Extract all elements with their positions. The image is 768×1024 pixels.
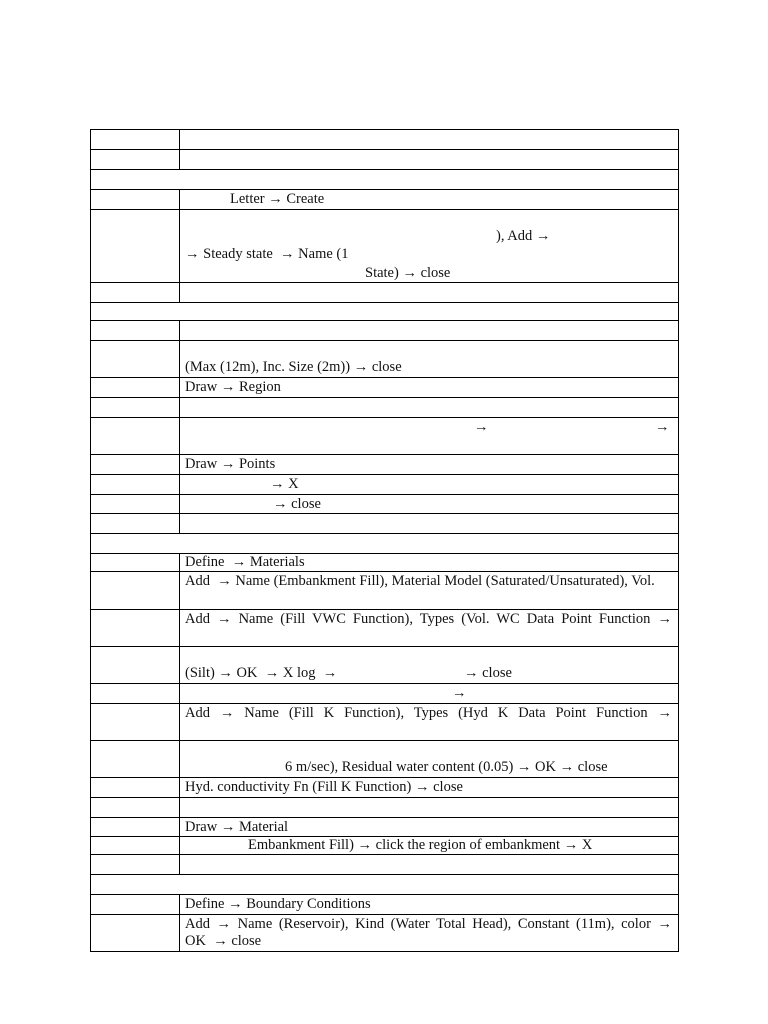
cell-content — [180, 684, 678, 703]
step-label-cell — [91, 572, 180, 610]
instruction-cell — [180, 818, 679, 837]
step-label-cell — [91, 495, 180, 514]
cell-content — [180, 778, 678, 797]
step-label-cell — [91, 837, 180, 855]
cell-content — [91, 534, 678, 553]
step-label-cell — [91, 554, 180, 572]
table-row — [91, 378, 679, 398]
table-row — [91, 741, 679, 778]
table-row — [91, 210, 679, 283]
step-label-cell — [91, 455, 180, 475]
instruction-text: Add → Name (Fill VWC Function), Types (Vol. WC Data Point Function → — [185, 611, 672, 627]
cell-content — [180, 398, 678, 417]
cell-content — [180, 455, 678, 474]
section-divider-cell — [91, 534, 679, 554]
step-label-cell — [91, 190, 180, 210]
cell-content — [180, 495, 678, 513]
instruction-text: State) → close — [365, 265, 451, 281]
step-label-cell — [91, 704, 180, 741]
instruction-text: Add → Name (Embankment Fill), Material Model (Saturated/Unsaturated), Vol. — [185, 573, 655, 589]
cell-content — [180, 915, 678, 951]
instruction-cell — [180, 778, 679, 798]
cell-content — [180, 647, 678, 683]
cell-content — [180, 554, 678, 571]
table-row — [91, 895, 679, 915]
table-row — [91, 514, 679, 534]
step-label-cell — [91, 895, 180, 915]
step-label-cell — [91, 684, 180, 704]
step-label-cell — [91, 418, 180, 455]
instruction-text: → close — [464, 665, 512, 681]
cell-content — [180, 895, 678, 914]
instruction-text: → — [474, 419, 489, 435]
table-row — [91, 855, 679, 875]
instruction-cell — [180, 283, 679, 303]
step-label-cell — [91, 475, 180, 495]
instruction-cell — [180, 704, 679, 741]
instruction-text: Embankment Fill) → click the region of embankment → X — [248, 837, 593, 853]
instruction-text: → Steady state → Name (1 — [185, 246, 349, 262]
instruction-text: OK → close — [185, 933, 262, 949]
instruction-cell — [180, 130, 679, 150]
instruction-cell — [180, 554, 679, 572]
cell-content — [180, 341, 678, 377]
step-label-cell — [91, 150, 180, 170]
section-divider-cell — [91, 875, 679, 895]
instruction-text: Draw → Points — [185, 456, 276, 472]
instruction-text: Add → Name (Reservoir), Kind (Water Total Head), Constant (11m), color → — [185, 916, 672, 932]
table-row — [91, 475, 679, 495]
instruction-text: Define → Boundary Conditions — [185, 896, 371, 912]
cell-content — [180, 475, 678, 494]
instruction-text: → — [655, 419, 670, 435]
instruction-text: Hyd. conductivity Fn (Fill K Function) → close — [185, 779, 463, 795]
step-label-cell — [91, 798, 180, 818]
cell-content — [180, 610, 678, 646]
table-row — [91, 170, 679, 190]
table-row — [91, 684, 679, 704]
section-divider-cell — [91, 170, 679, 190]
instruction-cell — [180, 647, 679, 684]
step-label-cell — [91, 855, 180, 875]
table-row — [91, 572, 679, 610]
cell-content — [180, 418, 678, 454]
table-row — [91, 798, 679, 818]
instruction-table — [90, 129, 679, 952]
cell-content — [180, 818, 678, 836]
instruction-cell — [180, 495, 679, 514]
cell-content — [180, 150, 678, 169]
cell-content — [180, 837, 678, 854]
instruction-table-body — [91, 130, 679, 952]
table-row — [91, 418, 679, 455]
table-row — [91, 647, 679, 684]
instruction-cell — [180, 798, 679, 818]
table-row — [91, 455, 679, 475]
instruction-text: (Max (12m), Inc. Size (2m)) → close — [185, 359, 402, 375]
instruction-text: Draw → Region — [185, 379, 281, 395]
cell-content — [180, 190, 678, 209]
table-row — [91, 704, 679, 741]
table-row — [91, 778, 679, 798]
cell-content — [180, 210, 678, 282]
table-row — [91, 398, 679, 418]
instruction-text: → X — [270, 476, 299, 492]
instruction-text: 6 m/sec), Residual water content (0.05) → OK → close — [285, 759, 608, 775]
step-label-cell — [91, 741, 180, 778]
instruction-cell — [180, 572, 679, 610]
table-row — [91, 915, 679, 952]
instruction-cell — [180, 741, 679, 778]
instruction-text: (Silt) → OK → X log → — [185, 665, 338, 681]
table-row — [91, 554, 679, 572]
table-row — [91, 150, 679, 170]
instruction-text: ), Add → — [496, 228, 551, 244]
step-label-cell — [91, 915, 180, 952]
instruction-text: Draw → Material — [185, 819, 289, 835]
table-row — [91, 321, 679, 341]
cell-content — [180, 283, 678, 302]
section-divider-cell — [91, 303, 679, 321]
table-row — [91, 130, 679, 150]
cell-content — [180, 704, 678, 740]
table-row — [91, 534, 679, 554]
table-row — [91, 818, 679, 837]
table-row — [91, 495, 679, 514]
cell-content — [180, 378, 678, 397]
cell-content — [91, 170, 678, 189]
instruction-cell — [180, 610, 679, 647]
step-label-cell — [91, 321, 180, 341]
cell-content — [91, 303, 678, 320]
cell-content — [180, 514, 678, 533]
step-label-cell — [91, 210, 180, 283]
table-row — [91, 837, 679, 855]
table-row — [91, 875, 679, 895]
instruction-cell — [180, 150, 679, 170]
table-row — [91, 341, 679, 378]
instruction-cell — [180, 455, 679, 475]
step-label-cell — [91, 647, 180, 684]
step-label-cell — [91, 283, 180, 303]
instruction-cell — [180, 321, 679, 341]
cell-content — [180, 130, 678, 149]
instruction-text: Define → Materials — [185, 554, 305, 570]
cell-content — [180, 321, 678, 340]
instruction-cell — [180, 475, 679, 495]
instruction-cell — [180, 378, 679, 398]
cell-content — [180, 741, 678, 777]
instruction-cell — [180, 837, 679, 855]
cell-content — [180, 798, 678, 817]
instruction-cell — [180, 341, 679, 378]
cell-content — [180, 572, 678, 609]
instruction-cell — [180, 190, 679, 210]
step-label-cell — [91, 341, 180, 378]
cell-content — [91, 875, 678, 894]
step-label-cell — [91, 610, 180, 647]
instruction-cell — [180, 915, 679, 952]
instruction-text: → close — [273, 496, 321, 512]
cell-content — [180, 855, 678, 874]
instruction-cell — [180, 684, 679, 704]
instruction-cell — [180, 855, 679, 875]
instruction-cell — [180, 418, 679, 455]
table-row — [91, 190, 679, 210]
instruction-text: Add → Name (Fill K Function), Types (Hyd K Data Point Function → — [185, 705, 672, 721]
instruction-cell — [180, 210, 679, 283]
instruction-cell — [180, 895, 679, 915]
step-label-cell — [91, 818, 180, 837]
instruction-cell — [180, 514, 679, 534]
table-row — [91, 303, 679, 321]
step-label-cell — [91, 778, 180, 798]
step-label-cell — [91, 398, 180, 418]
instruction-text: → — [452, 685, 467, 701]
table-row — [91, 610, 679, 647]
step-label-cell — [91, 514, 180, 534]
step-label-cell — [91, 378, 180, 398]
instruction-cell — [180, 398, 679, 418]
table-row — [91, 283, 679, 303]
step-label-cell — [91, 130, 180, 150]
instruction-text: Letter → Create — [230, 191, 325, 207]
